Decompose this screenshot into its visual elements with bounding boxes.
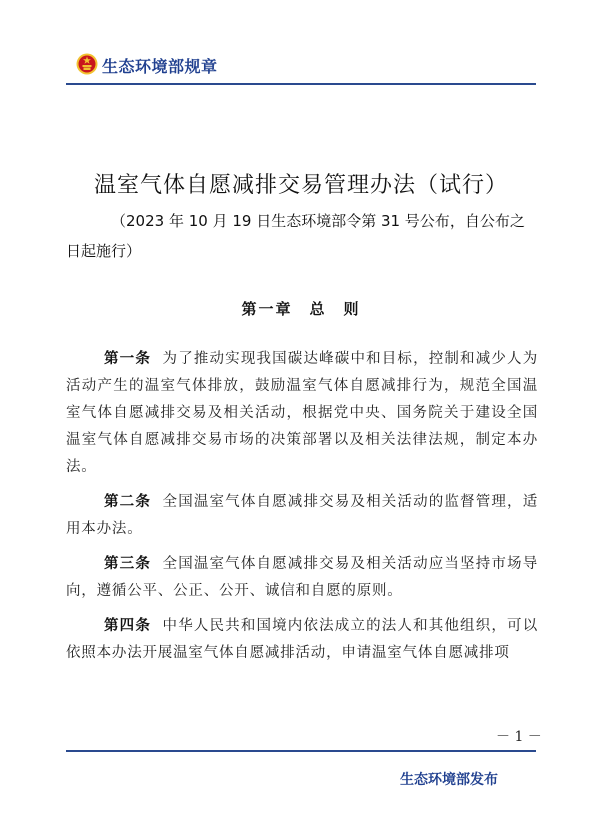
article-3: [66, 551, 538, 605]
footer-divider: [66, 750, 536, 752]
chapter-heading: 第一章 总 则: [241, 300, 361, 318]
header-title: 生态环境部规章: [102, 57, 218, 76]
article-2: [66, 489, 538, 543]
article-1: [66, 346, 538, 481]
header-divider: [66, 83, 536, 85]
article-text: 中华人民共和国境内依法成立的法人和其他组织，可以依照本办法开展温室气体自愿减排活动，申请温室气体自愿减排项: [66, 618, 538, 661]
article-text: 全国温室气体自愿减排交易及相关活动的监督管理，适用本办法。: [66, 494, 538, 537]
document-subtitle: （2023 年 10 月 19 日生态环境部令第 31 号公布，自公布之日起施行）: [66, 212, 525, 260]
article-4: [66, 613, 538, 667]
page-number: － 1 －: [496, 729, 542, 745]
article-number: 第二条: [104, 494, 151, 510]
article-list: [66, 346, 538, 675]
article-text: 全国温室气体自愿减排交易及相关活动应当坚持市场导向，遵循公平、公正、公开、诚信和自愿的原则。: [66, 556, 538, 599]
article-text: 为了推动实现我国碳达峰碳中和目标，控制和减少人为活动产生的温室气体排放，鼓励温室气体自愿减排行为，规范全国温室气体自愿减排交易及相关活动，根据党中央、国务院关于建设全国温室气体自愿减排交易市场的决策部署以及相关法律法规，制定本办法。: [66, 351, 538, 475]
footer-publisher: 生态环境部发布: [400, 772, 498, 788]
national-emblem-icon: [76, 53, 98, 75]
article-number: 第四条: [104, 618, 151, 634]
article-number: 第三条: [104, 556, 151, 572]
document-header: [66, 50, 536, 82]
article-number: 第一条: [104, 351, 151, 367]
document-title: 温室气体自愿减排交易管理办法（试行）: [93, 173, 508, 198]
